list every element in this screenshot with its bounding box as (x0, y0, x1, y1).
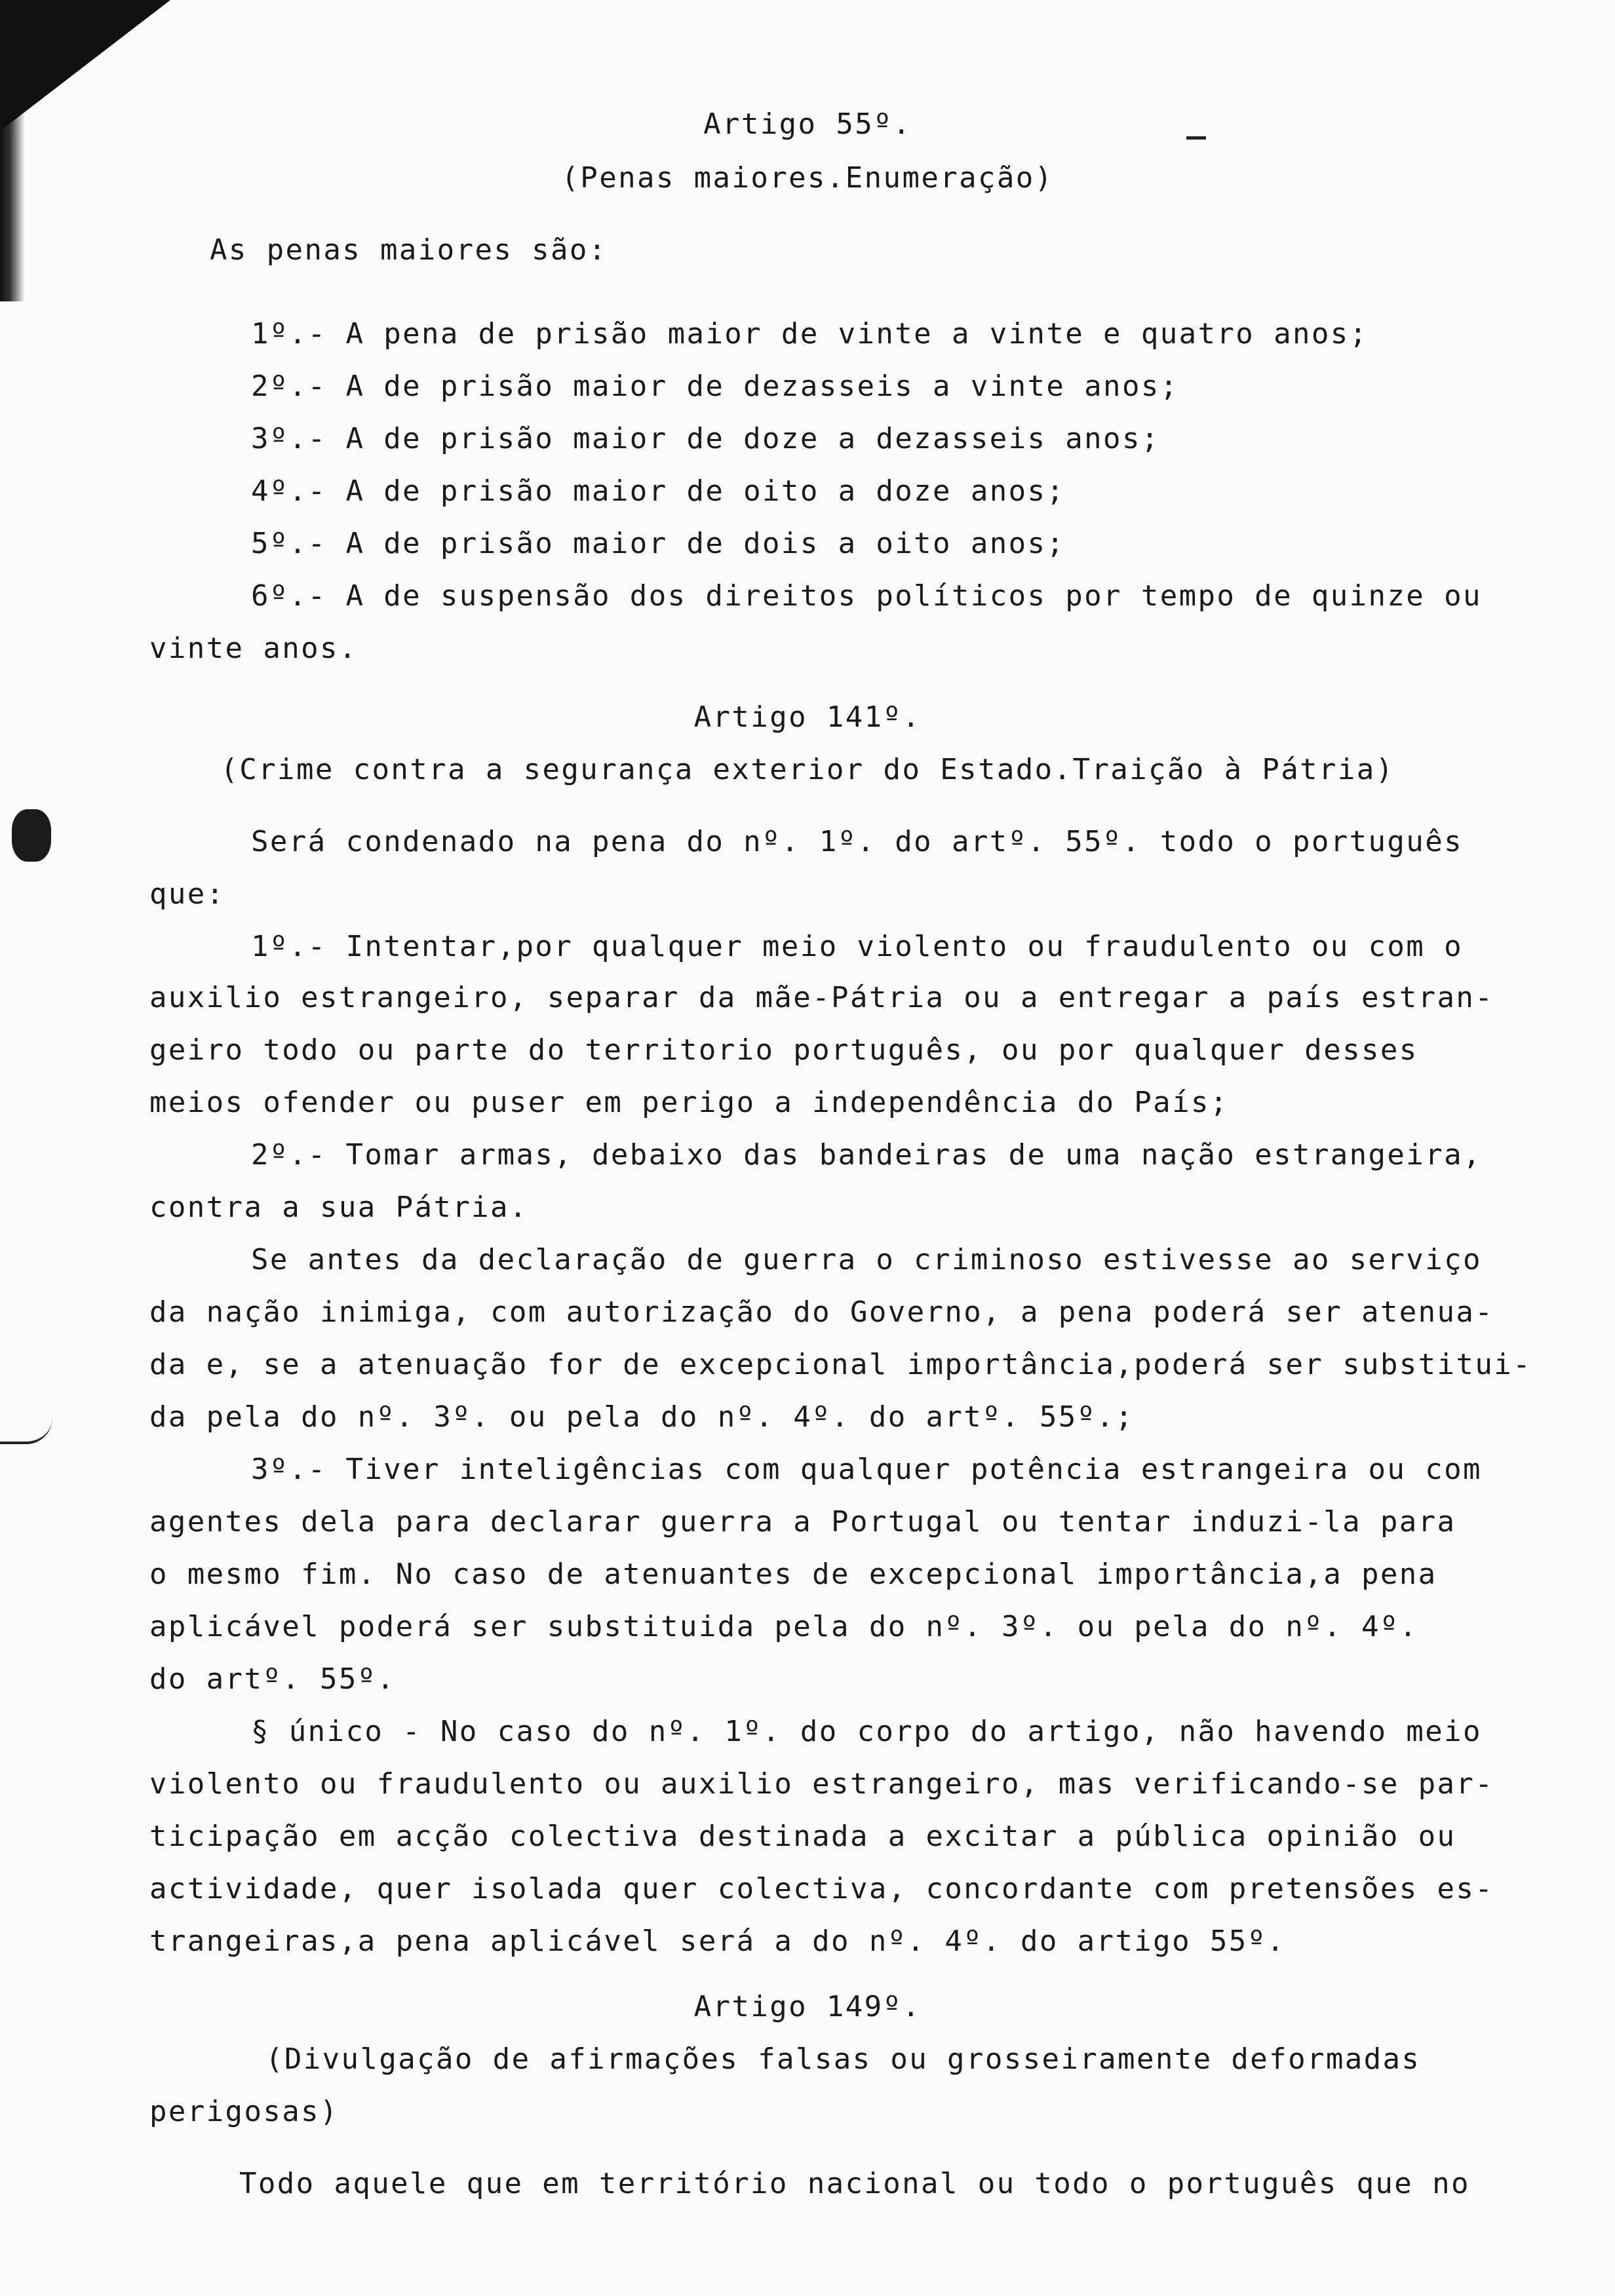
paragraph-line: 2º.- Tomar armas, debaixo das bandeiras de uma nação estrangeira, (251, 1138, 1482, 1172)
list-item-6: 6º.- A de suspensão dos direitos políticos por tempo de quinze ou (251, 579, 1482, 613)
paragraph-line: As penas maiores são: (210, 233, 608, 267)
article-55-subtitle: (Penas maiores.Enumeração) (561, 161, 1054, 195)
paragraph-line: do artº. 55º. (149, 1662, 396, 1696)
paragraph-line: vinte anos. (149, 632, 358, 665)
paragraph-line: geiro todo ou parte do territorio português, ou por qualquer desses (149, 1033, 1418, 1067)
list-item-2: 2º.- A de prisão maior de dezasseis a vinte anos; (251, 370, 1179, 403)
list-item-5: 5º.- A de prisão maior de dois a oito anos; (251, 527, 1066, 560)
list-item-1: 1º.- A pena de prisão maior de vinte a vinte e quatro anos; (251, 317, 1369, 351)
paragraph-line: da pela do nº. 3º. ou pela do nº. 4º. do artº. 55º.; (149, 1400, 1135, 1434)
article-149-heading: Artigo 149º. (693, 1990, 922, 2023)
article-149-subtitle-cont: perigosas) (149, 2095, 339, 2128)
list-item-4: 4º.- A de prisão maior de oito a doze anos; (251, 474, 1066, 508)
paragraph-line: auxilio estrangeiro, separar da mãe-Pátria ou a entregar a país estran- (149, 981, 1494, 1014)
paragraph-line: actividade, quer isolada quer colectiva, concordante com pretensões es- (149, 1872, 1494, 1905)
paragraph-line: da nação inimiga, com autorização do Governo, a pena poderá ser atenua- (149, 1295, 1494, 1329)
paragraph-line: trangeiras,a pena aplicável será a do nº. 4º. do artigo 55º. (149, 1924, 1286, 1958)
paragraph-line: violento ou fraudulento ou auxilio estrangeiro, mas verificando-se par- (149, 1767, 1494, 1801)
paragraph-line: aplicável poderá ser substituida pela do nº. 3º. ou pela do nº. 4º. (149, 1610, 1418, 1643)
article-149-subtitle: (Divulgação de afirmações falsas ou grosseiramente deformadas (265, 2042, 1421, 2076)
paragraph-line: ticipação em acção colectiva destinada a excitar a pública opinião ou (149, 1820, 1456, 1853)
paragraph-line: Será condenado na pena do nº. 1º. do artº. 55º. todo o português (251, 825, 1463, 858)
paragraph-line: § único - No caso do nº. 1º. do corpo do artigo, não havendo meio (251, 1715, 1482, 1748)
margin-mark (0, 1415, 52, 1444)
punch-hole (12, 809, 51, 862)
paragraph-line: Todo aquele que em território nacional ou todo o português que no (239, 2167, 1470, 2200)
paragraph-line: contra a sua Pátria. (149, 1191, 528, 1224)
paragraph-line: o mesmo fim. No caso de atenuantes de excepcional importância,a pena (149, 1558, 1437, 1591)
list-item-3: 3º.- A de prisão maior de doze a dezasseis anos; (251, 422, 1160, 455)
article-141-subtitle: (Crime contra a segurança exterior do Estado.Traição à Pátria) (220, 753, 1395, 786)
paragraph-line: agentes dela para declarar guerra a Portugal ou tentar induzi-la para (149, 1505, 1456, 1539)
article-141-heading: Artigo 141º. (693, 700, 922, 734)
paragraph-line: 1º.- Intentar,por qualquer meio violento ou fraudulento ou com o (251, 930, 1463, 963)
article-55-heading: Artigo 55º. (703, 107, 912, 141)
paragraph-line: meios ofender ou puser em perigo a independência do País; (149, 1086, 1229, 1119)
paragraph-line: Se antes da declaração de guerra o criminoso estivesse ao serviço (251, 1243, 1482, 1276)
paragraph-line: que: (149, 877, 225, 911)
paragraph-line: 3º.- Tiver inteligências com qualquer potência estrangeira ou com (251, 1453, 1482, 1486)
paragraph-line: da e, se a atenuação for de excepcional importância,poderá ser substitui- (149, 1348, 1532, 1381)
